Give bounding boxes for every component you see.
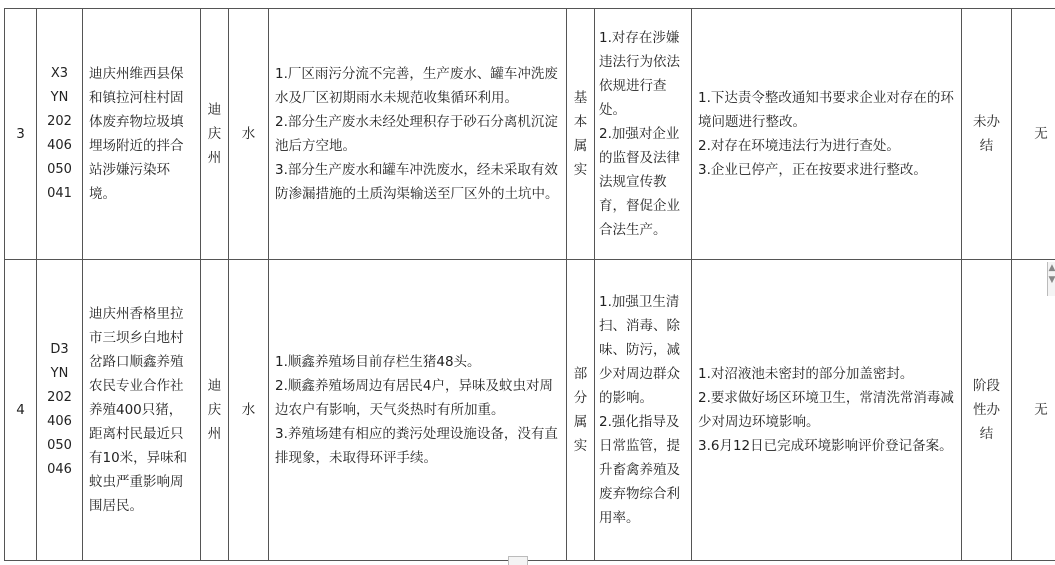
side-scroll-handle[interactable]	[1047, 262, 1055, 296]
region: 迪 庆 州	[201, 260, 229, 561]
completion-status: 阶段 性办 结	[962, 260, 1012, 561]
row-index: 3	[5, 9, 37, 260]
case-code: D3 YN 202 406 050 046	[37, 260, 83, 561]
verdict: 部 分 属 实	[567, 260, 595, 561]
table-row	[5, 9, 1055, 260]
table-row	[5, 260, 1055, 561]
complaint-description: 迪庆州香格里拉市三坝乡白地村岔路口顺鑫养殖农民专业合作社养殖400只猪，距离村民最近只有10米，异味和蚊虫严重影响周围居民。	[83, 260, 201, 561]
completion-status: 未办 结	[962, 9, 1012, 260]
pollution-category: 水	[229, 260, 269, 561]
rectification-status: 1.对沼液池未密封的部分加盖密封。 2.要求做好场区环境卫生，常清洗常消毒减少对周边环境影响。 3.6月12日已完成环境影响评价登记备案。	[692, 260, 962, 561]
handling-measures: 1.对存在涉嫌违法行为依法依规进行查处。 2.加强对企业的监督及法律法规宣传教育，督促企业合法生产。	[595, 9, 692, 260]
investigation-findings: 1.厂区雨污分流不完善，生产废水、罐车冲洗废水及厂区初期雨水未规范收集循环利用。 2.部分生产废水未经处理积存于砂石分离机沉淀池后方空地。 3.部分生产废水和罐车冲洗废水，经未采取有效防渗漏措施的土质沟渠输送至厂区外的土坑中。	[269, 9, 567, 260]
investigation-findings: 1.顺鑫养殖场目前存栏生猪48头。 2.顺鑫养殖场周边有居民4户，异味及蚊虫对周边农户有影响，天气炎热时有所加重。 3.养殖场建有相应的粪污处理设施设备，没有直排现象，未取得环评手续。	[269, 260, 567, 561]
complaint-description: 迪庆州维西县保和镇拉河柱村固体废弃物垃圾填埋场附近的拌合站涉嫌污染环境。	[83, 9, 201, 260]
rectification-status: 1.下达责令整改通知书要求企业对存在的环境问题进行整改。 2.对存在环境违法行为进行查处。 3.企业已停产，正在按要求进行整改。	[692, 9, 962, 260]
chevron-down-icon: ▼	[1048, 274, 1055, 286]
chevron-up-icon: ▲	[1048, 262, 1055, 274]
case-code: X3 YN 202 406 050 041	[37, 9, 83, 260]
accountability: 无	[1012, 9, 1055, 260]
row-index: 4	[5, 260, 37, 561]
handling-measures: 1.加强卫生清扫、消毒、除味、防污，减少对周边群众的影响。 2.强化指导及日常监管，提升畜禽养殖及废弃物综合利用率。	[595, 260, 692, 561]
verdict: 基 本 属 实	[567, 9, 595, 260]
region: 迪 庆 州	[201, 9, 229, 260]
complaint-table	[4, 8, 1055, 561]
pollution-category: 水	[229, 9, 269, 260]
accountability: 无	[1012, 260, 1055, 561]
